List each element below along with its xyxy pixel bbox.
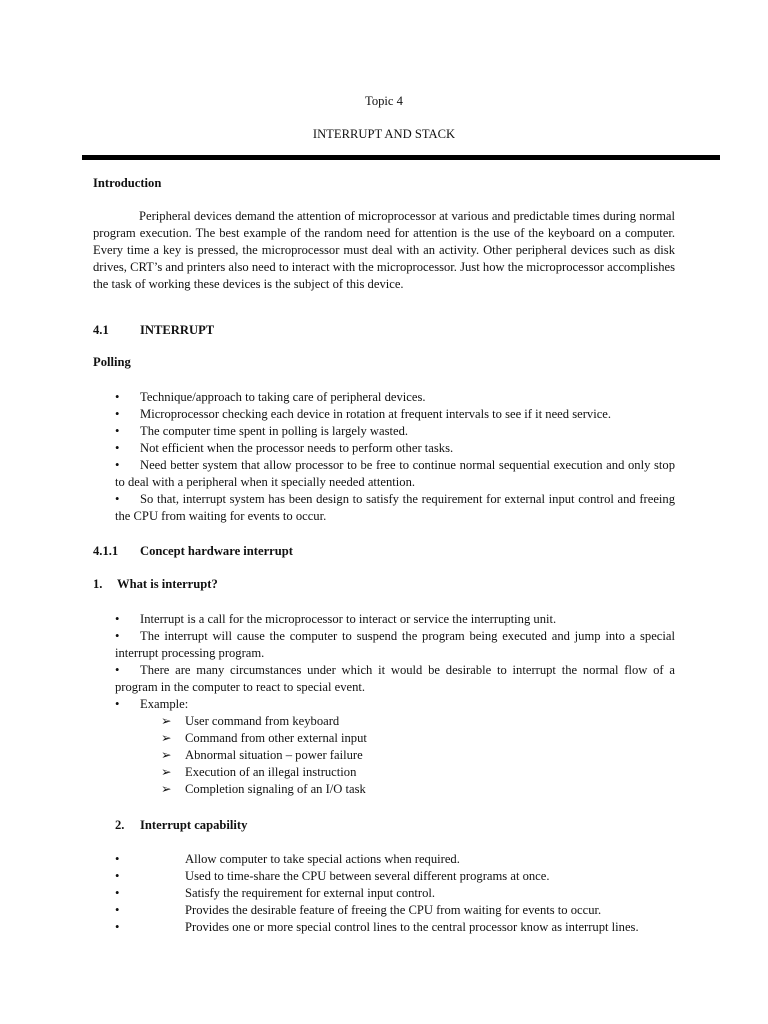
list-item: • The computer time spent in polling is largely wasted. [115,424,409,438]
list-item: • Allow computer to take special actions when required. [115,852,460,866]
list-item: • Need better system that allow processor to be free to continue normal sequential execution and only stop to deal with a peripheral when it specially needed attention. [115,458,675,489]
intro-paragraph: Peripheral devices demand the attention of microprocessor at various and predictable times during normal program execution. The best example of the random need for attention is the use of the keyboard on a computer. Every time a key is pressed, the microprocessor must deal with an activity. Other peripheral devices such as disk drives, CRT’s and printers also need to interact with the microprocessor. Just how the microprocessor accomplishes the task of working these devices is the subject of this device. [93,209,675,291]
list-item: • Not efficient when the processor needs to perform other tasks. [115,441,454,455]
bullet-icon: • [115,886,120,900]
item-number: 2. [115,818,125,832]
what-is-interrupt-heading: 1. What is interrupt? [93,577,218,591]
polling-list [115,389,675,525]
bullet-icon: • [115,663,120,677]
arrow-bullet-icon: ➢ [161,714,172,728]
list-item: ➢ Completion signaling of an I/O task [161,782,366,796]
list-item: • Satisfy the requirement for external input control. [115,886,436,900]
bullet-icon: • [115,458,120,472]
list-item: ➢ Command from other external input [161,731,367,745]
section-title: Concept hardware interrupt [140,544,293,558]
polling-heading: Polling [93,355,131,369]
bullet-icon: • [115,492,120,506]
list-item: ➢ User command from keyboard [161,714,340,728]
arrow-bullet-icon: ➢ [161,748,172,762]
list-item: • Used to time-share the CPU between several different programs at once. [115,869,550,883]
bullet-icon: • [115,612,120,626]
section-number: 4.1.1 [93,544,119,558]
list-item: • Example: [115,697,189,711]
bullet-icon: • [115,920,120,934]
bullet-icon: • [115,441,120,455]
bullet-icon: • [115,424,120,438]
section-title: INTERRUPT [140,323,215,337]
page-title: INTERRUPT AND STACK [312,127,456,141]
bullet-icon: • [115,852,120,866]
arrow-bullet-icon: ➢ [161,782,172,796]
section-number: 4.1 [93,323,109,337]
item-number: 1. [93,577,103,591]
bullet-icon: • [115,390,120,404]
section-4-1-heading [93,322,214,339]
bullet-icon: • [115,629,120,643]
list-item: • Microprocessor checking each device in rotation at frequent intervals to see if it need service. [115,407,612,421]
example-list [161,713,661,798]
topic-label: Topic 4 [365,94,403,108]
section-4-1-1-heading [93,543,293,560]
list-item: • Provides the desirable feature of freeing the CPU from waiting for events to occur. [115,903,602,917]
list-item: • There are many circumstances under which it would be desirable to interrupt the normal flow of a program in the computer to react to special event. [115,663,675,694]
bullet-icon: • [115,697,120,711]
list-item: ➢ Abnormal situation – power failure [161,748,363,762]
capability-heading: 2. Interrupt capability [115,818,248,832]
capability-list [115,851,675,936]
list-item: ➢ Execution of an illegal instruction [161,765,357,779]
title-divider [82,155,720,160]
intro-heading: Introduction [93,176,162,190]
arrow-bullet-icon: ➢ [161,765,172,779]
bullet-icon: • [115,869,120,883]
list-item: • Technique/approach to taking care of peripheral devices. [115,390,426,404]
bullet-icon: • [115,903,120,917]
interrupt-list [115,611,675,713]
list-item: • So that, interrupt system has been design to satisfy the requirement for external input control and freeing the CPU from waiting for events to occur. [115,492,675,523]
arrow-bullet-icon: ➢ [161,731,172,745]
list-item: • Interrupt is a call for the microprocessor to interact or service the interrupting unit. [115,612,557,626]
bullet-icon: • [115,407,120,421]
list-item: • Provides one or more special control lines to the central processor know as interrupt lines. [115,920,639,934]
list-item: • The interrupt will cause the computer to suspend the program being executed and jump into a special interrupt processing program. [115,629,675,660]
